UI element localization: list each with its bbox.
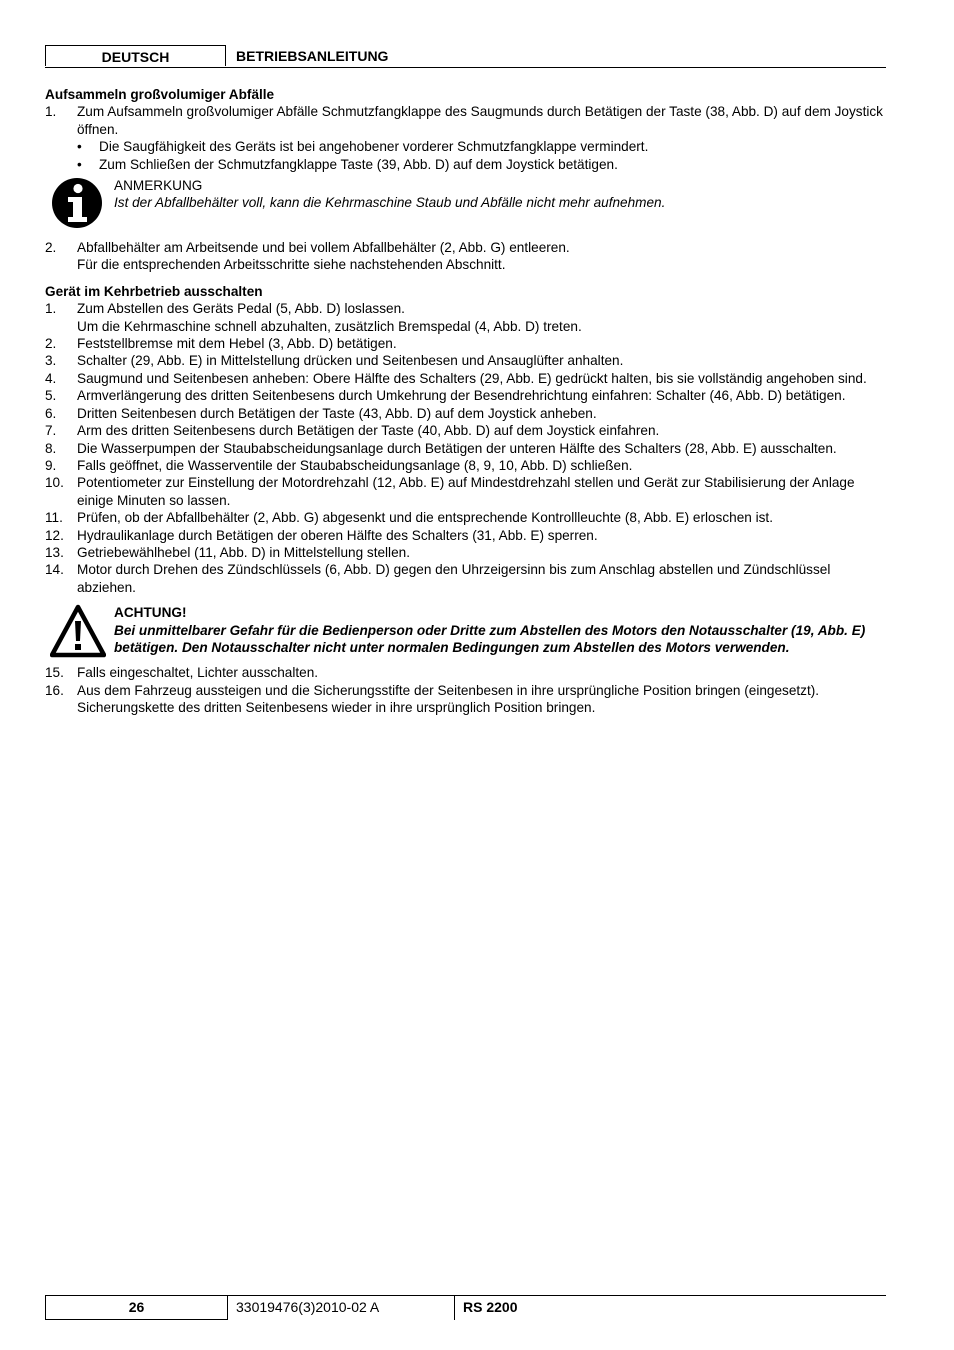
item-number: 16. bbox=[45, 682, 64, 698]
warning-title: ACHTUNG! bbox=[114, 605, 187, 621]
item-number: 6. bbox=[45, 405, 57, 421]
item-number: 11. bbox=[45, 510, 63, 526]
list-item bbox=[45, 352, 890, 369]
item-text: Hydraulikanlage durch Betätigen der oberen Hälfte des Schalters (31, Abb. E) sperren. bbox=[77, 527, 598, 543]
section-heading: Gerät im Kehrbetrieb ausschalten bbox=[45, 283, 263, 299]
item-number: 1. bbox=[45, 301, 57, 317]
item-text: Motor durch Drehen des Zündschlüssels (6, Abb. D) gegen den Uhrzeigersinn bis zum Anschlag abstellen und Zündschlüssel abziehen. bbox=[77, 562, 831, 595]
page-header bbox=[45, 45, 886, 68]
item-text: Potentiometer zur Einstellung der Motordrehzahl (12, Abb. E) auf Mindestdrehzahl stellen und Gerät zur Stabilisierung der Anlage einige Minuten so lassen. bbox=[77, 475, 855, 508]
model-name: RS 2200 bbox=[463, 1299, 518, 1315]
item-number: 8. bbox=[45, 440, 57, 456]
item-text: Armverlängerung des dritten Seitenbesens durch Umkehrung der Besendrehrichtung einfahren: Schalter (46, Abb. D) betätigen. bbox=[77, 388, 846, 404]
item-text: Getriebewählhebel (11, Abb. D) in Mittelstellung stellen. bbox=[77, 544, 410, 560]
page-number: 26 bbox=[45, 1296, 228, 1320]
list-item bbox=[45, 370, 890, 387]
item-number: 4. bbox=[45, 370, 57, 386]
bullet-item bbox=[45, 156, 890, 173]
list-item bbox=[45, 440, 890, 457]
item-text: Abfallbehälter am Arbeitsende und bei vollem Abfallbehälter (2, Abb. G) entleeren. bbox=[77, 240, 570, 256]
item-number: 3. bbox=[45, 353, 57, 369]
item-text: Falls eingeschaltet, Lichter ausschalten. bbox=[77, 665, 319, 681]
list-item bbox=[45, 387, 890, 404]
list-item bbox=[45, 300, 890, 335]
warning-triangle-icon bbox=[50, 604, 106, 658]
item-text: Zum Aufsammeln großvolumiger Abfälle Schmutzfangklappe des Saugmunds durch Betätigen der Taste (38, Abb. D) auf dem Joystick öffnen. bbox=[77, 104, 883, 137]
list-item bbox=[45, 682, 890, 717]
item-number: 9. bbox=[45, 457, 57, 473]
item-number: 7. bbox=[45, 423, 57, 439]
item-text: Feststellbremse mit dem Hebel (3, Abb. D) betätigen. bbox=[77, 336, 397, 352]
item-number: 2. bbox=[45, 336, 57, 352]
item-number: 13. bbox=[45, 544, 64, 560]
item-text: Falls geöffnet, die Wasserventile der Staubabscheidungsanlage (8, 9, 10, Abb. D) schließen. bbox=[77, 457, 633, 473]
footer-divider bbox=[454, 1296, 455, 1320]
list-item bbox=[45, 405, 890, 422]
list-item bbox=[45, 544, 890, 561]
item-text: Saugmund und Seitenbesen anheben: Obere Hälfte des Schalters (29, Abb. E) gedrückt halten, bis sie vollständig angehoben sind. bbox=[77, 370, 867, 386]
note-box bbox=[45, 177, 890, 239]
item-text: Um die Kehrmaschine schnell abzuhalten, zusätzlich Bremspedal (4, Abb. D) treten. bbox=[77, 318, 582, 334]
page-footer bbox=[45, 1295, 886, 1320]
bullet-text: Zum Schließen der Schmutzfangklappe Taste (39, Abb. D) auf dem Joystick betätigen. bbox=[99, 156, 618, 172]
item-number: 15. bbox=[45, 665, 64, 681]
bullet-text: Die Saugfähigkeit des Geräts ist bei angehobener vorderer Schmutzfangklappe vermindert. bbox=[99, 139, 649, 155]
item-text: Die Wasserpumpen der Staubabscheidungsanlage durch Betätigen der unteren Hälfte des Schalters (28, Abb. E) ausschalten. bbox=[77, 440, 837, 456]
item-number: 1. bbox=[45, 104, 57, 120]
item-text: Sicherungskette des dritten Seitenbesens wieder in ihre ursprünglich Position bringen. bbox=[77, 699, 596, 715]
list-item bbox=[45, 561, 890, 596]
item-number: 12. bbox=[45, 527, 64, 543]
list-item bbox=[45, 335, 890, 352]
item-text: Schalter (29, Abb. E) in Mittelstellung drücken und Seitenbesen und Ansauglüfter anhalten. bbox=[77, 353, 624, 369]
document-code: 33019476(3)2010-02 A bbox=[236, 1299, 380, 1315]
header-title: BETRIEBSANLEITUNG bbox=[236, 48, 389, 64]
note-text: Ist der Abfallbehälter voll, kann die Kehrmaschine Staub und Abfälle nicht mehr aufnehmen. bbox=[114, 195, 666, 211]
bullet-item bbox=[45, 138, 890, 155]
list-item bbox=[45, 457, 890, 474]
list-item bbox=[45, 474, 890, 509]
header-language: DEUTSCH bbox=[45, 45, 226, 66]
bullet-mark: • bbox=[77, 139, 82, 155]
page-content bbox=[45, 86, 890, 716]
item-text: Zum Abstellen des Geräts Pedal (5, Abb. D) loslassen. bbox=[77, 301, 405, 317]
warning-box bbox=[45, 604, 890, 668]
item-text: Arm des dritten Seitenbesens durch Betätigen der Taste (40, Abb. D) auf dem Joystick einfahren. bbox=[77, 423, 660, 439]
item-number: 14. bbox=[45, 562, 64, 578]
item-text: Dritten Seitenbesen durch Betätigen der Taste (43, Abb. D) auf dem Joystick anheben. bbox=[77, 405, 597, 421]
list-item bbox=[45, 527, 890, 544]
item-number: 5. bbox=[45, 388, 57, 404]
list-item bbox=[45, 509, 890, 526]
section-heading: Aufsammeln großvolumiger Abfälle bbox=[45, 87, 275, 102]
info-icon bbox=[51, 177, 103, 229]
list-item bbox=[45, 103, 890, 138]
item-text: Für die entsprechenden Arbeitsschritte siehe nachstehenden Abschnitt. bbox=[77, 257, 506, 273]
list-item bbox=[45, 239, 890, 274]
note-title: ANMERKUNG bbox=[114, 178, 203, 194]
item-number: 2. bbox=[45, 240, 57, 256]
item-number: 10. bbox=[45, 475, 64, 491]
list-item bbox=[45, 422, 890, 439]
warning-text: Bei unmittelbarer Gefahr für die Bedienperson oder Dritte zum Abstellen des Motors den Notausschalter (19, Abb. E) betätigen. Den Notausschalter nicht unter normalen Bedingungen zum Abstellen des Motors verwenden. bbox=[114, 622, 866, 655]
item-text: Aus dem Fahrzeug aussteigen und die Sicherungsstifte der Seitenbesen in ihre ursprüngliche Position bringen (eingesetzt). bbox=[77, 682, 820, 698]
bullet-mark: • bbox=[77, 156, 82, 172]
item-text: Prüfen, ob der Abfallbehälter (2, Abb. G) abgesenkt und die entsprechende Kontrollleuchte (8, Abb. E) erloschen ist. bbox=[77, 510, 773, 526]
